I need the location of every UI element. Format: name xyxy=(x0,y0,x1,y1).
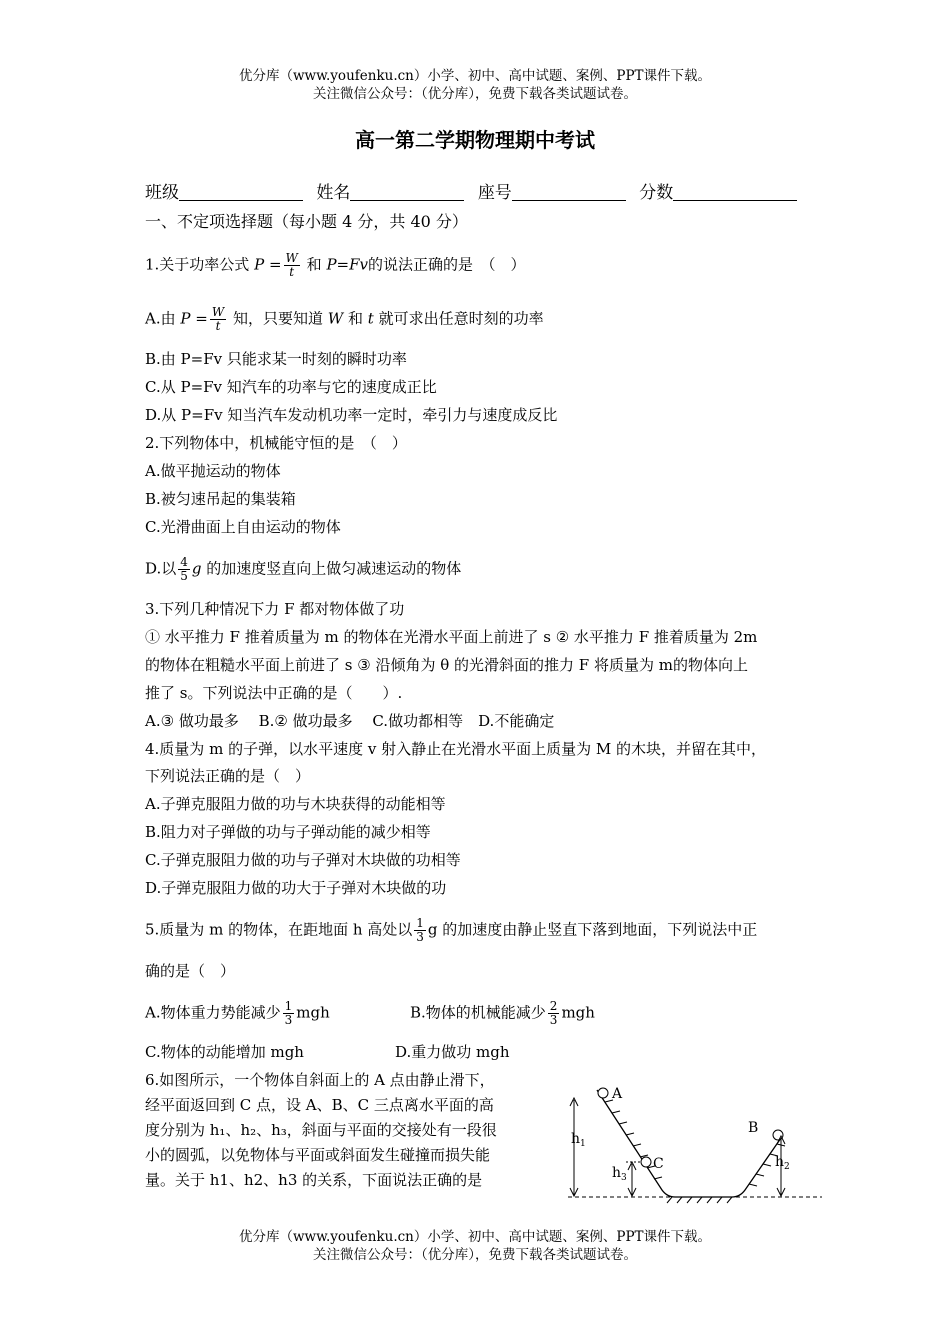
q5-opt-a-frac-den: 3 xyxy=(284,1013,293,1027)
q1-formula-pfv: P=Fv xyxy=(326,255,368,274)
header-line-2: 关注微信公众号：（优分库），免费下载各类试题试卷。 xyxy=(313,86,637,102)
q5-frac-num: 1 xyxy=(416,916,424,930)
q1-opt-a-w: W xyxy=(327,309,344,328)
seat-label: 座号 xyxy=(477,183,512,203)
q1-fraction xyxy=(284,252,300,279)
point-c-ball xyxy=(641,1157,651,1167)
q6-line-1: 6.如图所示，一个物体自斜面上的 A 点由静止滑下， xyxy=(145,1071,495,1089)
q5-opt-a-fraction xyxy=(283,1000,295,1027)
q1-opt-a-text-c: 和 xyxy=(347,309,363,328)
name-blank[interactable] xyxy=(350,182,464,201)
label-h3: $h_3$ xyxy=(612,1165,627,1183)
q6-line-2: 经平面返回到 C 点，设 A、B、C 三点离水平面的高 xyxy=(145,1096,494,1114)
label-h2: $h_2$ xyxy=(775,1154,790,1172)
q5-option-a xyxy=(145,1000,330,1027)
q4-option-c: C.子弹克服阻力做的功与子弹对木块做的功相等 xyxy=(145,851,461,869)
label-a: A xyxy=(612,1086,623,1102)
q1-option-b: B.由 P=Fv 只能求某一时刻的瞬时功率 xyxy=(145,350,407,368)
footer-line-1: 优分库（www.youfenku.cn）小学、初中、高中试题、案例、PPT课件下载。 xyxy=(238,1229,712,1245)
seat-blank[interactable] xyxy=(512,182,626,201)
q5-fraction xyxy=(414,917,426,944)
footer-line-2: 关注微信公众号：（优分库），免费下载各类试题试卷。 xyxy=(313,1247,637,1263)
q3-stem: 3.下列几种情况下力 F 都对物体做了功 xyxy=(145,600,405,618)
q1-opt-a-text-d: 就可求出任意时刻的功率 xyxy=(378,309,544,328)
q1-stem-text-b: 和 xyxy=(306,255,322,274)
q1-opt-a-frac-den: t xyxy=(215,319,221,333)
label-c: C xyxy=(653,1156,664,1172)
score-blank[interactable] xyxy=(673,182,797,201)
q5-opt-b-fraction xyxy=(548,1000,560,1027)
point-a-ball xyxy=(598,1088,608,1098)
q2-option-b: B.被匀速吊起的集装箱 xyxy=(145,490,296,508)
student-info-row xyxy=(145,178,797,203)
q2-opt-d-g: g xyxy=(191,559,202,578)
q1-opt-a-text-a: A.由 xyxy=(145,309,176,328)
q4-option-a: A.子弹克服阻力做的功与木块获得的动能相等 xyxy=(145,795,446,813)
score-label: 分数 xyxy=(639,183,674,203)
q2-option-d xyxy=(145,556,461,583)
q1-stem-text-c: 的说法正确的是 （ ） xyxy=(368,255,526,274)
q2-opt-d-frac-num: 4 xyxy=(180,555,188,569)
label-h1: $h_1$ xyxy=(571,1131,586,1149)
q3-options: A.③ 做功最多 B.② 做功最多 C.做功都相等 D.不能确定 xyxy=(145,712,555,730)
q5-stem-2: 确的是（ ） xyxy=(145,962,236,980)
q2-opt-d-frac-den: 5 xyxy=(180,569,188,583)
q1-stem: 1.关于功率公式 P = $\frac{W}{t}$ 和 P=Fv的说法正确的是 （ ） xyxy=(145,251,526,279)
h1-arrow xyxy=(570,1098,578,1196)
q5-stem-text-a: 5.质量为 m 的物体，在距地面 h 高处以 xyxy=(145,920,413,939)
q5-opt-a-unit: mgh xyxy=(296,1003,330,1022)
q5-opt-b-unit: mgh xyxy=(561,1003,595,1022)
q5-stem-1 xyxy=(145,917,757,944)
q6-line-5: 量。关于 h1、h2、h3 的关系，下面说法正确的是 xyxy=(145,1171,483,1189)
q3-line-2: 的物体在粗糙水平面上前进了 s ③ 沿倾角为 θ 的光滑斜面的推力 F 将质量为 m的物体向上 xyxy=(145,656,748,674)
q6-figure xyxy=(560,1080,825,1205)
q5-stem-text-b: g 的加速度由静止竖直下落到地面，下列说法中正 xyxy=(427,920,758,939)
class-label: 班级 xyxy=(145,183,179,203)
q6-line-3: 度分别为 h₁、h₂、h₃，斜面与平面的交接处有一段很 xyxy=(145,1121,497,1139)
q1-option-c: C.从 P=Fv 知汽车的功率与它的速度成正比 xyxy=(145,378,437,396)
q1-opt-a-t: t xyxy=(367,309,374,328)
q5-opt-b-text: B.物体的机械能减少 xyxy=(410,1003,546,1022)
q2-opt-d-fraction xyxy=(178,556,190,583)
q4-stem-2: 下列说法正确的是（ ） xyxy=(145,767,311,785)
h3-arrow xyxy=(626,1162,640,1196)
label-b: B xyxy=(748,1120,759,1136)
q5-option-b xyxy=(410,1000,595,1027)
q5-opt-a-frac-num: 1 xyxy=(284,999,293,1013)
q1-frac-den: t xyxy=(289,265,295,279)
q1-option-a: A.由 P = $\frac{W}{t}$ 知，只要知道 W 和 t 就可求出任意时刻的功率 xyxy=(145,305,544,333)
q4-option-d: D.子弹克服阻力做的功大于子弹对木块做的功 xyxy=(145,879,447,897)
q5-opt-a-text: A.物体重力势能减少 xyxy=(145,1003,281,1022)
q5-opt-b-frac-den: 3 xyxy=(549,1013,558,1027)
q1-stem-text-a: 1.关于功率公式 xyxy=(145,255,250,274)
q5-option-c: C.物体的动能增加 mgh xyxy=(145,1043,304,1061)
q5-frac-den: 3 xyxy=(416,930,424,944)
q2-option-a: A.做平抛运动的物体 xyxy=(145,462,281,480)
q3-line-1: ① 水平推力 F 推着质量为 m 的物体在光滑水平面上前进了 s ② 水平推力 F 推着质量为 2m xyxy=(145,628,758,646)
q2-stem: 2.下列物体中，机械能守恒的是 （ ） xyxy=(145,434,407,452)
q3-line-3: 推了 s。下列说法中正确的是（ ）. xyxy=(145,684,403,702)
q6-text xyxy=(145,1068,550,1193)
q4-option-b: B.阻力对子弹做的功与子弹动能的减少相等 xyxy=(145,823,431,841)
page-title: 高一第二学期物理期中考试 xyxy=(355,128,595,152)
section-heading: 一、不定项选择题（每小题 4 分，共 40 分） xyxy=(145,212,468,231)
q2-opt-d-text-a: D.以 xyxy=(145,559,177,578)
q1-option-d: D.从 P=Fv 知当汽车发动机功率一定时，牵引力与速度成反比 xyxy=(145,406,558,424)
q1-opt-a-text-b: 知，只要知道 xyxy=(232,309,323,328)
q5-opt-b-frac-num: 2 xyxy=(549,999,558,1013)
q6-line-4: 小的圆弧，以免物体与平面或斜面发生碰撞而损失能 xyxy=(145,1146,491,1164)
class-blank[interactable] xyxy=(179,182,303,201)
header-line-1: 优分库（www.youfenku.cn）小学、初中、高中试题、案例、PPT课件下载。 xyxy=(238,68,712,84)
q5-option-d: D.重力做功 mgh xyxy=(395,1043,510,1061)
q2-opt-d-text-b: 的加速度竖直向上做匀减速运动的物体 xyxy=(206,559,462,578)
q4-stem-1: 4.质量为 m 的子弹，以水平速度 v 射入静止在光滑水平面上质量为 M 的木块，并留在其中， xyxy=(145,740,766,758)
q1-frac-num: W xyxy=(285,251,298,265)
name-label: 姓名 xyxy=(316,183,351,203)
q1-opt-a-fraction xyxy=(210,306,226,333)
floor-hatching xyxy=(667,1197,732,1203)
q1-opt-a-frac-num: W xyxy=(211,305,225,319)
q2-option-c: C.光滑曲面上自由运动的物体 xyxy=(145,518,341,536)
